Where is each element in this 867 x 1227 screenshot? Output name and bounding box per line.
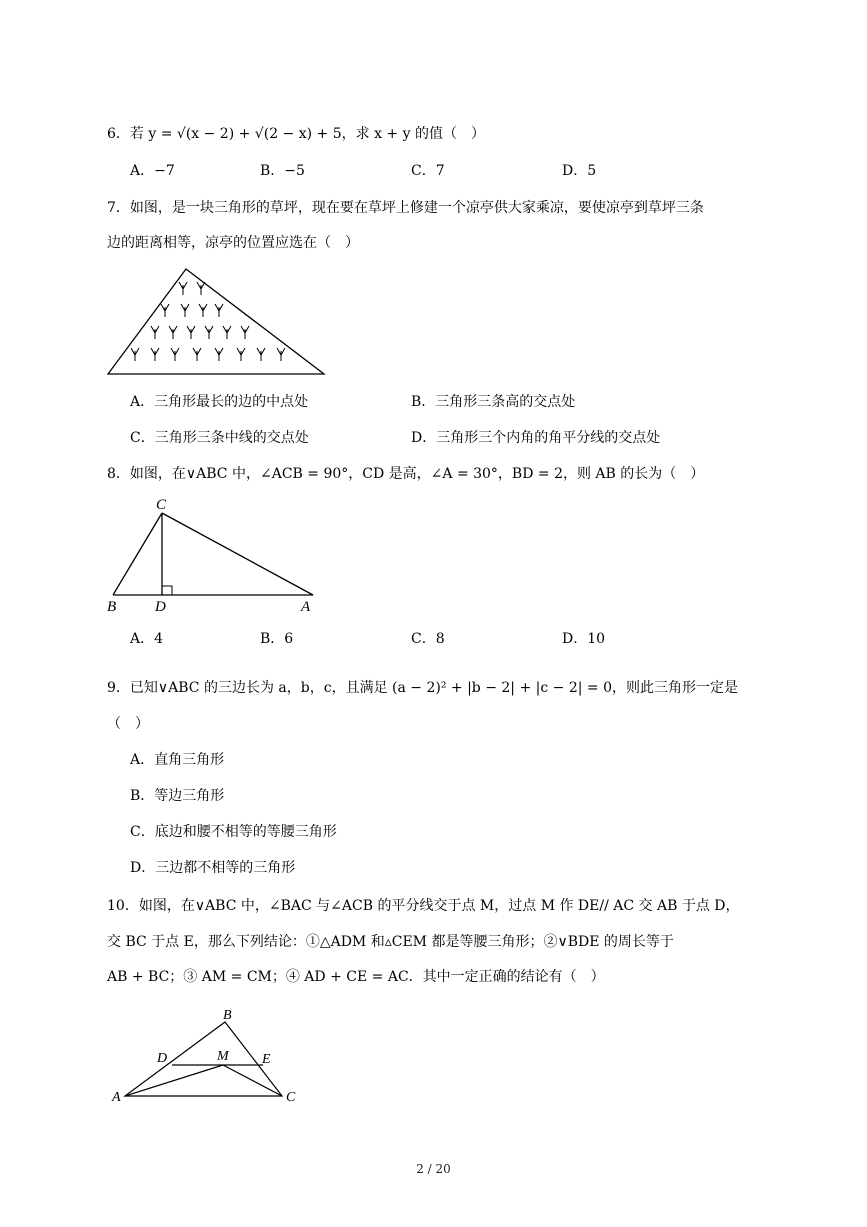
q9-option-c: C．底边和腰不相等的等腰三角形 — [130, 824, 337, 840]
lawn-triangle-figure — [105, 265, 335, 380]
grass-tuft — [151, 326, 159, 339]
grass-tuft — [205, 326, 213, 339]
q6-stem: 6．若 y = √(x − 2) + √(2 − x) + 5，求 x + y 的值（ ） — [107, 126, 485, 142]
grass-tuft — [237, 348, 245, 361]
q8-label-d: D — [155, 599, 166, 615]
q9-stem: 9．已知∨ABC 的三边长为 a，b，c，且满足 (a − 2)² + |b − 2| + |c − 2| = 0，则此三角形一定是 — [107, 680, 738, 696]
q10-stem-line2: 交 BC 于点 E，那么下列结论：①△ADM 和▵CEM 都是等腰三角形；②∨BDE 的周长等于 — [107, 934, 674, 950]
q6-option-d: D．5 — [562, 163, 597, 179]
grass-tuft — [169, 326, 177, 339]
q9-stem-line2: （ ） — [107, 716, 149, 732]
q8-option-b: B．6 — [260, 631, 294, 647]
grass-tuft — [161, 304, 169, 317]
grass-tuft — [151, 348, 159, 361]
q10-stem-line3: AB + BC；③ AM = CM；④ AD + CE = AC．其中一定正确的结论有（ ） — [107, 969, 605, 985]
q8-label-c: C — [156, 497, 167, 513]
angle-bisector-figure — [110, 1005, 310, 1110]
grass-tuft — [197, 282, 205, 295]
grass-tuft — [179, 282, 187, 295]
grass-tuft — [257, 348, 265, 361]
q8-option-d: D．10 — [562, 631, 606, 647]
q9-option-b: B．等边三角形 — [130, 788, 225, 804]
q10-label-b: B — [223, 1008, 232, 1023]
page-number: 2 / 20 — [416, 1162, 451, 1176]
grass-tuft — [223, 326, 231, 339]
grass-tuft — [277, 348, 285, 361]
grass-tuft — [199, 304, 207, 317]
q10-label-d: D — [157, 1051, 168, 1066]
grass-tuft — [187, 326, 195, 339]
q10-stem-line1: 10．如图，在∨ABC 中，∠BAC 与∠ACB 的平分线交于点 M，过点 M 作 DE// AC 交 AB 于点 D， — [107, 898, 740, 914]
q7-option-d: D．三角形三个内角的角平分线的交点处 — [411, 430, 661, 446]
q6-option-b: B．−5 — [260, 163, 305, 179]
q8-label-a: A — [301, 599, 311, 615]
grass-tuft — [193, 348, 201, 361]
grass-tuft — [181, 304, 189, 317]
grass-tuft — [171, 348, 179, 361]
q7-option-a: A．三角形最长的边的中点处 — [130, 394, 309, 410]
q7-option-b: B．三角形三条高的交点处 — [411, 394, 576, 410]
q6-option-c: C．7 — [411, 163, 445, 179]
q7-stem-line2: 边的距离相等，凉亭的位置应选在（ ） — [107, 235, 359, 251]
q10-label-c: C — [286, 1090, 296, 1105]
q9-option-d: D．三边都不相等的三角形 — [130, 860, 296, 876]
q7-stem-line1: 7．如图，是一块三角形的草坪，现在要在草坪上修建一个凉亭供大家乘凉，要使凉亭到草坪三条 — [107, 200, 704, 216]
q6-option-a: A．−7 — [130, 163, 175, 179]
grass-tuft — [215, 348, 223, 361]
q8-option-a: A．4 — [130, 631, 164, 647]
q8-option-c: C．8 — [411, 631, 445, 647]
grass-tuft — [215, 304, 223, 317]
q7-option-c: C．三角形三条中线的交点处 — [130, 430, 309, 446]
right-triangle-figure — [105, 496, 335, 616]
grass-tuft — [131, 348, 139, 361]
q9-option-a: A．直角三角形 — [130, 752, 225, 768]
q8-stem: 8．如图，在∨ABC 中，∠ACB = 90°，CD 是高，∠A = 30°，BD = 2，则 AB 的长为（ ） — [107, 466, 705, 482]
q8-label-b: B — [107, 599, 117, 615]
q10-label-e: E — [262, 1052, 271, 1067]
q10-label-m: M — [217, 1049, 229, 1064]
q10-label-a: A — [112, 1090, 121, 1105]
grass-tuft — [241, 326, 249, 339]
